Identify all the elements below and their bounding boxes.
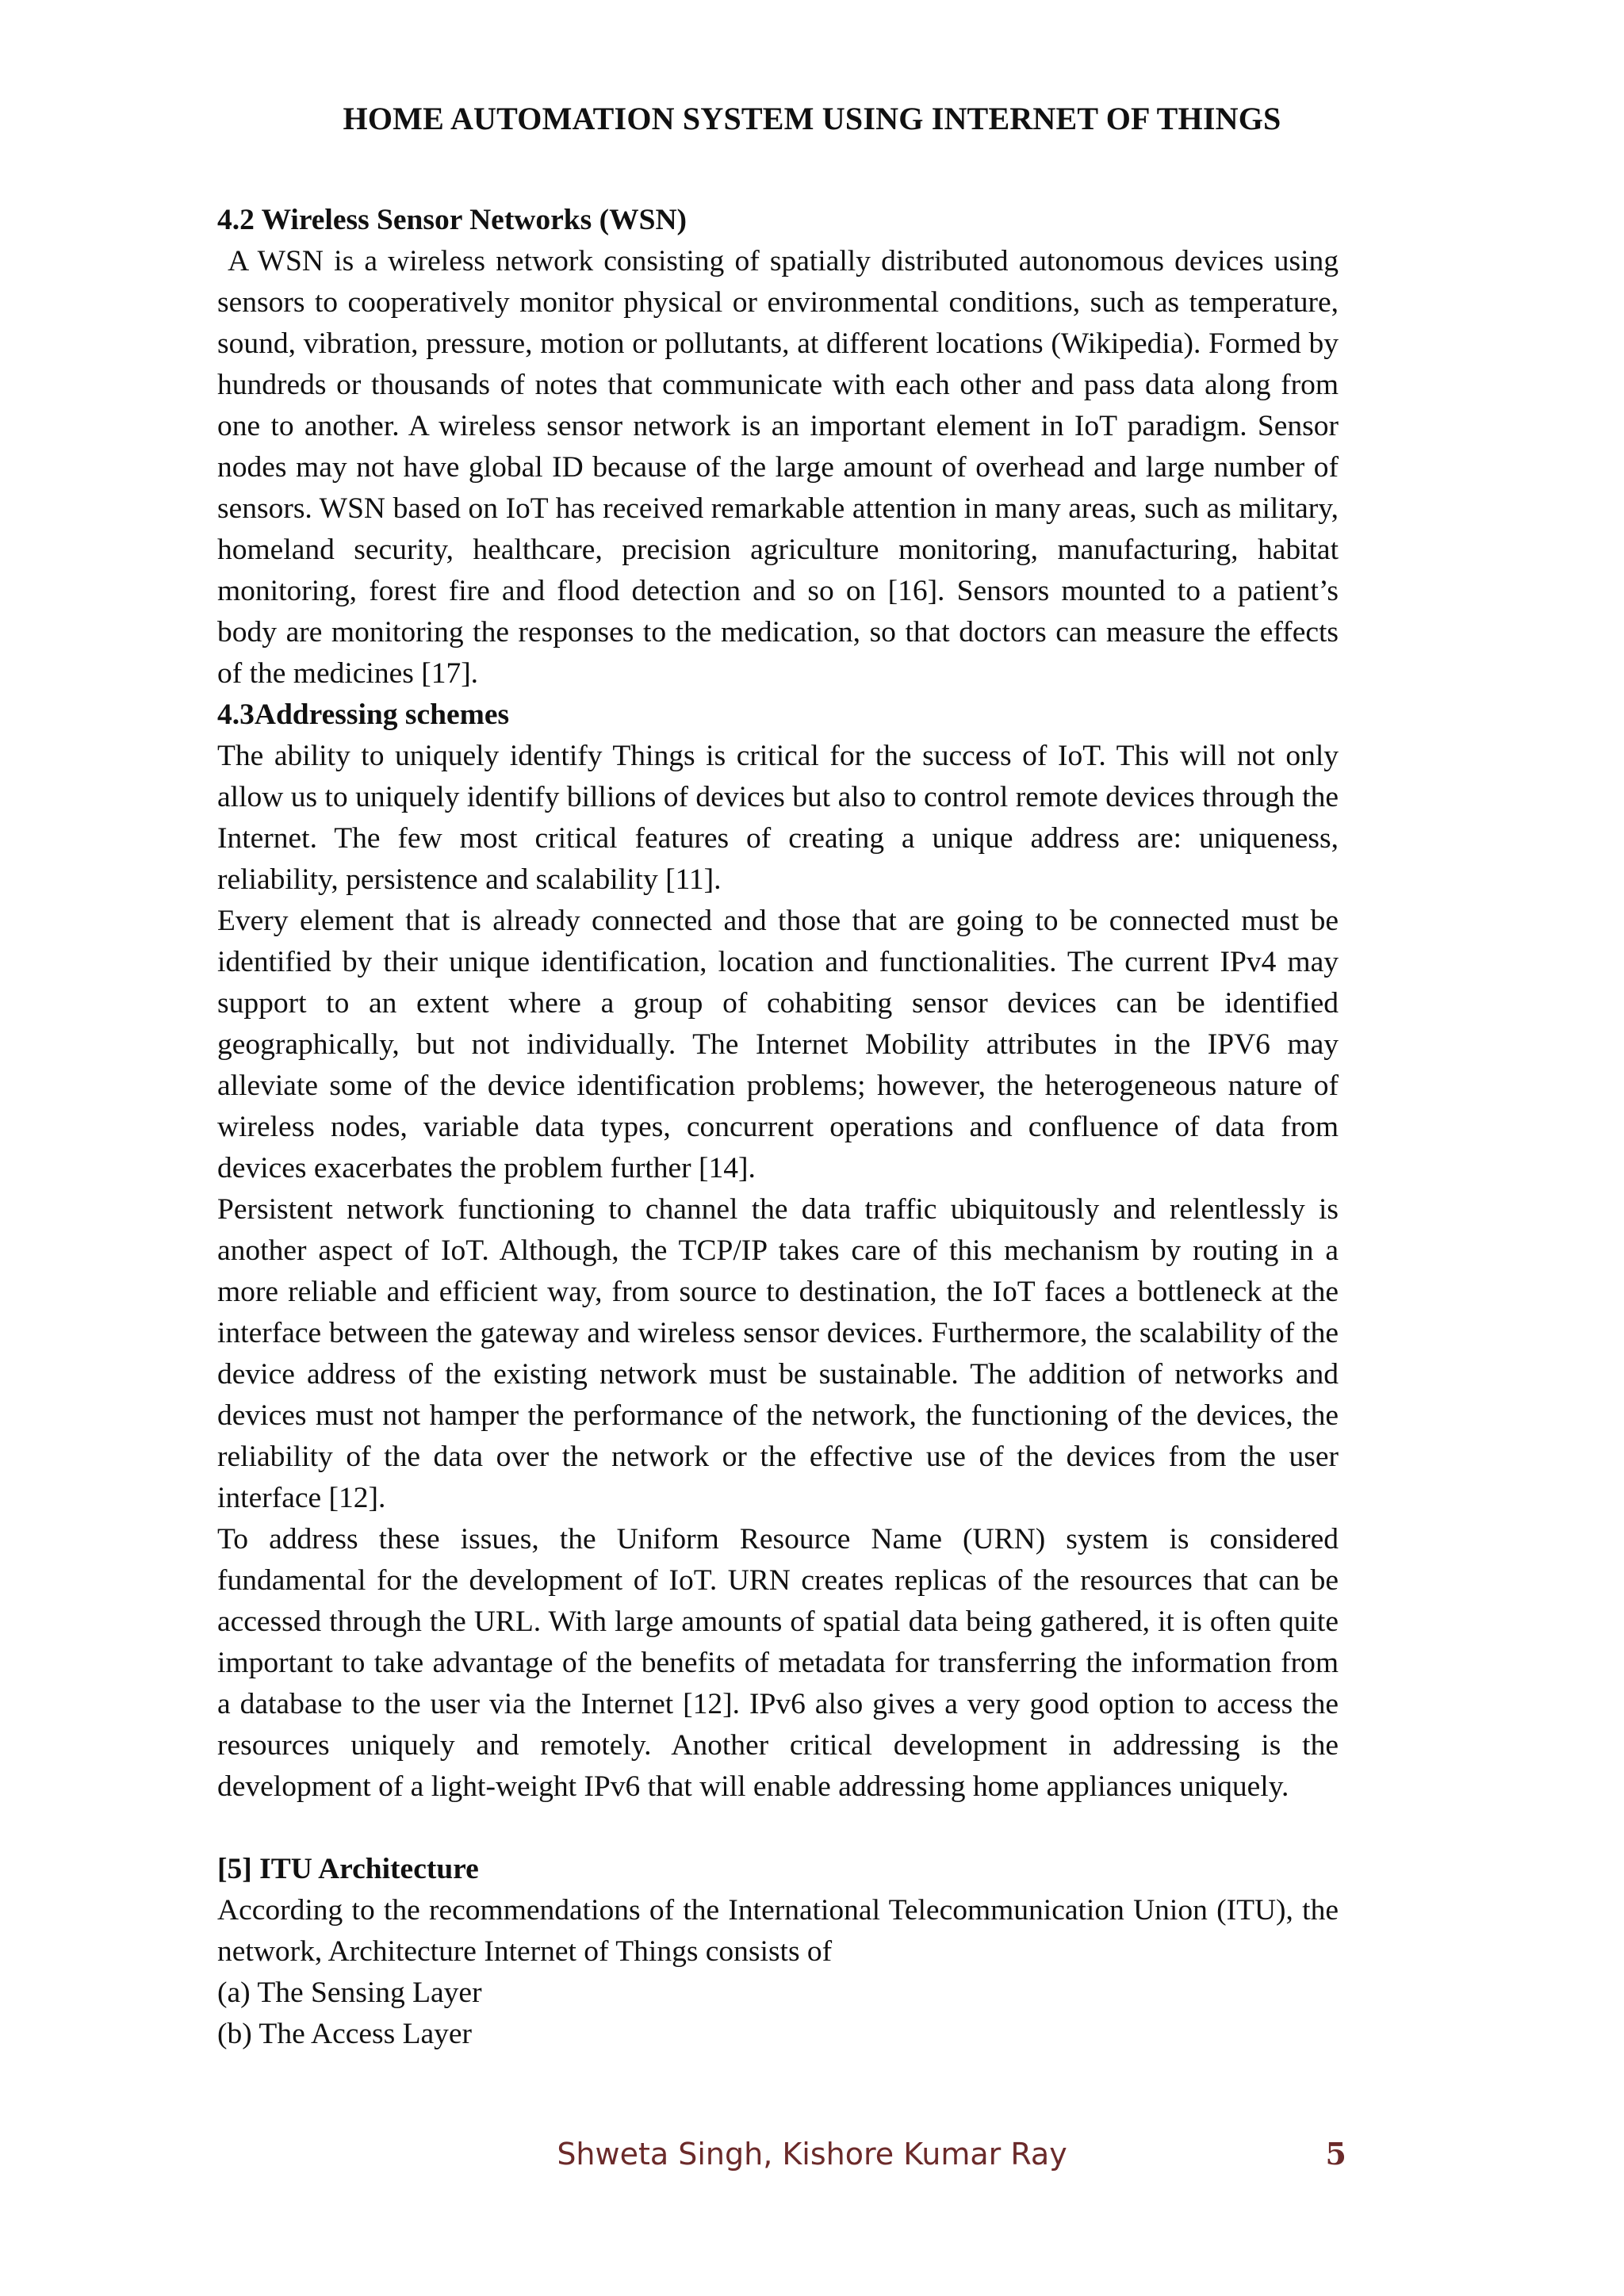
paragraph-addressing-2: Every element that is already connected and those that are going to be connected must be identified by their unique identification, location and functionalities. The current IPv4 may support to an extent where a group of cohabiting sensor devices can be identified geographically, but not individually. The Internet Mobility attributes in the IPV6 may alleviate some of the device identification problems; however, the heterogeneous nature of wireless nodes, variable data types, concurrent operations and confluence of data from devices exacerbates the problem further [14]. (217, 905, 1339, 1184)
footer-authors: Shweta Singh, Kishore Kumar Ray (557, 2137, 1067, 2172)
running-header: HOME AUTOMATION SYSTEM USING INTERNET OF THINGS (343, 101, 1281, 136)
section-heading-itu: [5] ITU Architecture (217, 1853, 479, 1885)
page-number: 5 (1325, 2136, 1346, 2172)
paragraph-wsn-1: A WSN is a wireless network consisting of spatially distributed autonomous devices using sensors to cooperatively monitor physical or environmental conditions, such as temperature, sound, vibration, pressure, motion or pollutants, at different locations (Wikipedia). Formed by hundreds or thousands of notes that communicate with each other and pass data along from one to another. A wireless sensor network is an important element in IoT paradigm. Sensor nodes may not have global ID because of the large amount of overhead and large number of sensors. WSN based on IoT has received remarkable attention in many areas, such as military, homeland security, healthcare, precision agriculture monitoring, manufacturing, habitat monitoring, forest fire and flood detection and so on [16]. Sensors mounted to a patient’s body are monitoring the responses to the medication, so that doctors can measure the effects of the medicines [17]. (217, 245, 1346, 690)
list-item-access-layer: (b) The Access Layer (217, 2018, 473, 2050)
list-item-sensing-layer: (a) The Sensing Layer (217, 1976, 482, 2009)
paragraph-addressing-3: Persistent network functioning to channel the data traffic ubiquitously and relentlessly is another aspect of IoT. Although, the TCP/IP takes care of this mechanism by routing in a more reliable and efficient way, from source to destination, the IoT faces a bottleneck at the interface between the gateway and wireless sensor devices. Furthermore, the scalability of the device address of the existing network must be sustainable. The addition of networks and devices must not hamper the performance of the network, the functioning of the devices, the reliability of the data over the network or the effective use of the devices from the user interface [12]. (217, 1193, 1339, 1514)
section-spacer (217, 1808, 1339, 1849)
paragraph-addressing-1: The ability to uniquely identify Things is critical for the success of IoT. This will not only allow us to uniquely identify billions of devices but also to control remote devices through the Internet. The few most critical features of creating a unique address are: uniqueness, reliability, persistence and scalability [11]. (217, 740, 1339, 896)
paragraph-addressing-4: To address these issues, the Uniform Resource Name (URN) system is considered fundamental for the development of IoT. URN creates replicas of the resources that can be accessed through the URL. With large amounts of spatial data being gathered, it is often quite important to take advantage of the benefits of metadata for transferring the information from a database to the user via the Internet [12]. IPv6 also gives a very good option to access the resources uniquely and remotely. Another critical development in addressing is the development of a light-weight IPv6 that will enable addressing home appliances uniquely. (217, 1523, 1339, 1803)
section-heading-addressing: 4.3Addressing schemes (217, 698, 510, 731)
section-heading-wsn: 4.2 Wireless Sensor Networks (WSN) (217, 204, 688, 236)
page-body (217, 200, 1346, 2055)
paragraph-itu-1: According to the recommendations of the International Telecommunication Union (ITU), the network, Architecture Internet of Things consists of (217, 1894, 1339, 1968)
